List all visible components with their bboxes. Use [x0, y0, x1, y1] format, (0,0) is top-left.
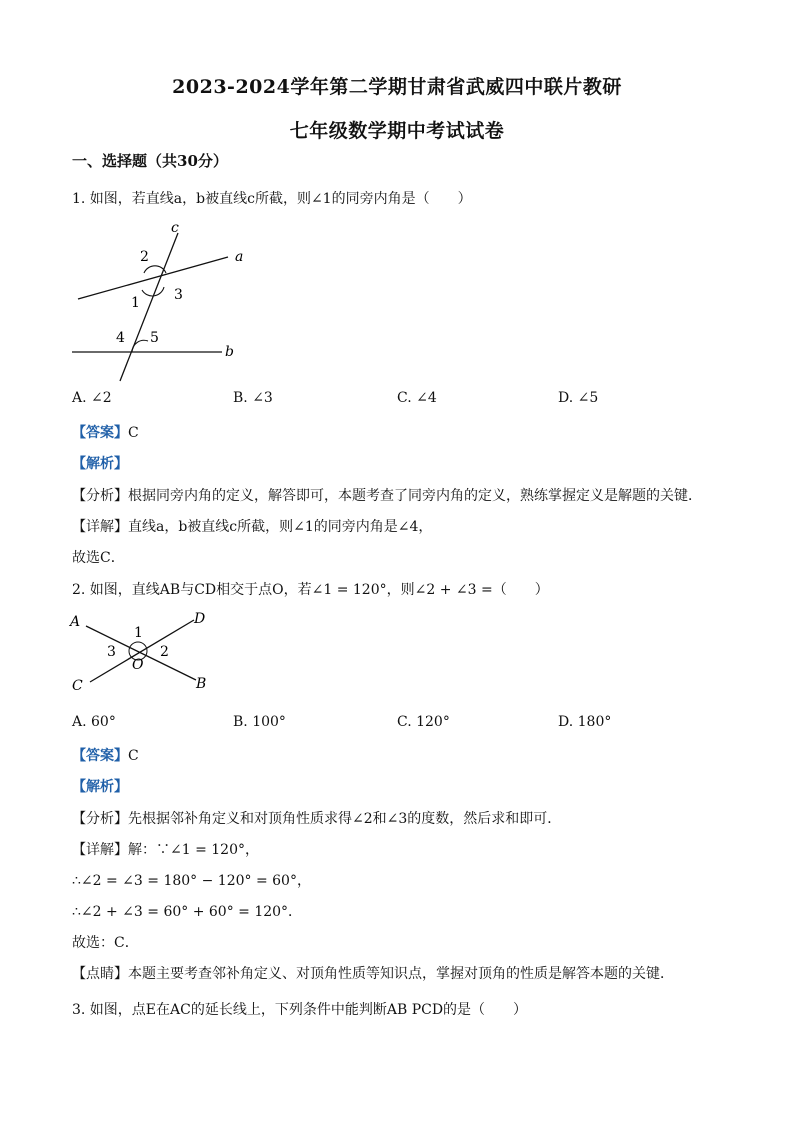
line-a	[78, 257, 228, 299]
label-angle-3: 3	[174, 287, 183, 303]
label-c: c	[171, 220, 179, 236]
q1-option-c: C. ∠4	[397, 390, 437, 406]
q1-angle-arc-lower	[142, 287, 164, 296]
q2-option-d: D. 180°	[558, 714, 612, 730]
label-angle-4: 4	[116, 330, 125, 346]
fenxi-text: 根据同旁内角的定义，解答即可，本题考查了同旁内角的定义，熟练掌握定义是解题的关键．	[128, 488, 702, 504]
q1-detail	[72, 516, 432, 536]
analysis-tag: 【解析】	[72, 456, 128, 472]
detail-tag: 【详解】	[72, 519, 128, 535]
q2-figure	[66, 608, 226, 698]
q1-conclusion: 故选C．	[72, 550, 125, 566]
fenxi-tag: 【分析】	[72, 488, 128, 504]
label-a: a	[235, 249, 244, 265]
q2-fenxi	[72, 808, 561, 828]
answer-tag: 【答案】	[72, 425, 128, 441]
label-C: C	[72, 678, 83, 694]
q2-detail	[72, 839, 259, 859]
q2-option-a: A. 60°	[72, 714, 116, 730]
label-angle-5: 5	[150, 330, 159, 346]
q1-analysis-heading	[72, 453, 128, 473]
label-angle-3: 3	[107, 644, 116, 660]
q1-option-a: A. ∠2	[72, 390, 112, 406]
q2-analysis-heading	[72, 776, 128, 796]
label-angle-1: 1	[131, 295, 140, 311]
answer-tag: 【答案】	[72, 748, 128, 764]
q3-stem: 3. 如图，点E在AC的延长线上，下列条件中能判断AB PCD的是（ ）	[72, 1002, 528, 1018]
q1-stem: 1. 如图，若直线a，b被直线c所截，则∠1的同旁内角是（ ）	[72, 191, 472, 207]
detail-line-1: 解：∵∠1 = 120°，	[128, 842, 259, 858]
dianjing-text: 本题主要考查邻补角定义、对顶角性质等知识点，掌握对顶角的性质是解答本题的关键．	[128, 966, 674, 982]
page-subtitle: 七年级数学期中考试试卷	[289, 120, 505, 142]
fenxi-text: 先根据邻补角定义和对顶角性质求得∠2和∠3的度数，然后求和即可．	[128, 811, 562, 827]
answer-value: C	[128, 425, 139, 441]
label-B: B	[196, 676, 207, 692]
q2-option-c: C. 120°	[397, 714, 450, 730]
line-c	[120, 233, 178, 381]
section-heading: 一、选择题（共30分）	[72, 152, 228, 170]
q2-detail-line-3: ∴∠2 + ∠3 = 60° + 60° = 120°．	[72, 904, 303, 920]
label-angle-2: 2	[140, 249, 149, 265]
q2-answer	[72, 745, 139, 765]
q2-option-b: B. 100°	[233, 714, 286, 730]
label-angle-2: 2	[160, 644, 169, 660]
label-angle-1: 1	[134, 625, 143, 641]
label-A: A	[70, 614, 81, 630]
detail-text: 直线a，b被直线c所截，则∠1的同旁内角是∠4，	[128, 519, 433, 535]
q1-option-d: D. ∠5	[558, 390, 599, 406]
fenxi-tag: 【分析】	[72, 811, 128, 827]
label-b: b	[225, 344, 234, 360]
q1-option-b: B. ∠3	[233, 390, 273, 406]
analysis-tag: 【解析】	[72, 779, 128, 795]
q2-dianjing	[72, 963, 674, 983]
label-D: D	[194, 611, 206, 627]
q1-figure	[60, 215, 260, 385]
q1-angle-arc-b	[132, 340, 148, 352]
q2-stem: 2. 如图，直线AB与CD相交于点O，若∠1 = 120°，则∠2 + ∠3 =（ ）	[72, 582, 549, 598]
dianjing-tag: 【点睛】	[72, 966, 128, 982]
answer-value: C	[128, 748, 139, 764]
q2-detail-line-2: ∴∠2 = ∠3 = 180° − 120° = 60°，	[72, 873, 311, 889]
q1-fenxi	[72, 485, 702, 505]
label-O: O	[132, 657, 144, 673]
detail-tag: 【详解】	[72, 842, 128, 858]
page-title: 2023-2024学年第二学期甘肃省武威四中联片教研	[172, 76, 622, 98]
q1-answer	[72, 422, 139, 442]
q2-conclusion: 故选：C．	[72, 935, 139, 951]
